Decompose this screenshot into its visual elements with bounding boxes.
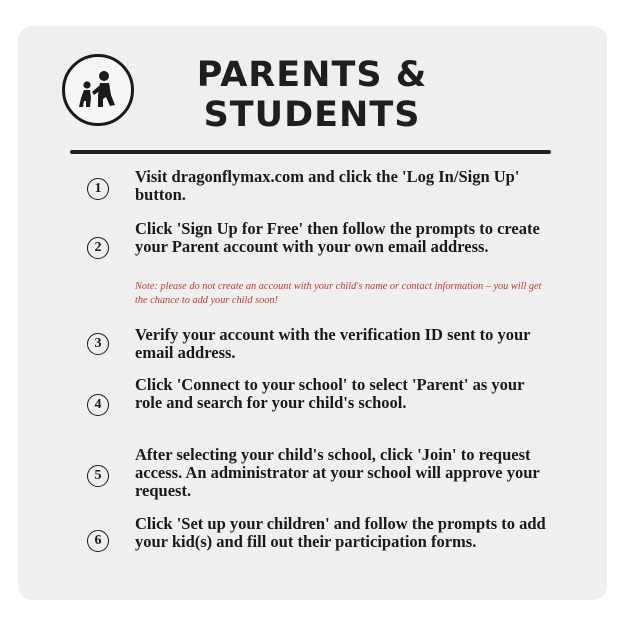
step-2-note: Note: please do not create an account with your child's name or contact information – you will get the chance to add your child soon!: [135, 281, 542, 306]
step-3-text: Verify your account with the verification ID sent to your email address.: [135, 325, 531, 362]
page-title: [162, 55, 462, 135]
step-6-text: Click 'Set up your children' and follow the prompts to add your kid(s) and fill out their participation forms.: [135, 514, 546, 551]
step-2-text: Click 'Sign Up for Free' then follow the prompts to create your Parent account with your own email address.: [135, 219, 540, 256]
divider: [70, 150, 551, 154]
title-line-1: PARENTS &: [196, 55, 428, 95]
step-4-number: 4: [87, 394, 109, 416]
step-5-text: After selecting your child's school, click 'Join' to request access. An administrator at your school will approve your request.: [135, 445, 540, 500]
step-1-number: 1: [87, 178, 109, 200]
step-4-text: Click 'Connect to your school' to select 'Parent' as your role and search for your child's school.: [135, 375, 525, 412]
step-3-number: 3: [87, 333, 109, 355]
step-1-text: Visit dragonflymax.com and click the 'Log In/Sign Up' button.: [135, 167, 520, 204]
step-5-number: 5: [87, 465, 109, 487]
parent-and-child-icon: [62, 54, 134, 126]
step-2-number: 2: [87, 237, 109, 259]
step-6-number: 6: [87, 530, 109, 552]
title-line-2: STUDENTS: [203, 95, 421, 135]
